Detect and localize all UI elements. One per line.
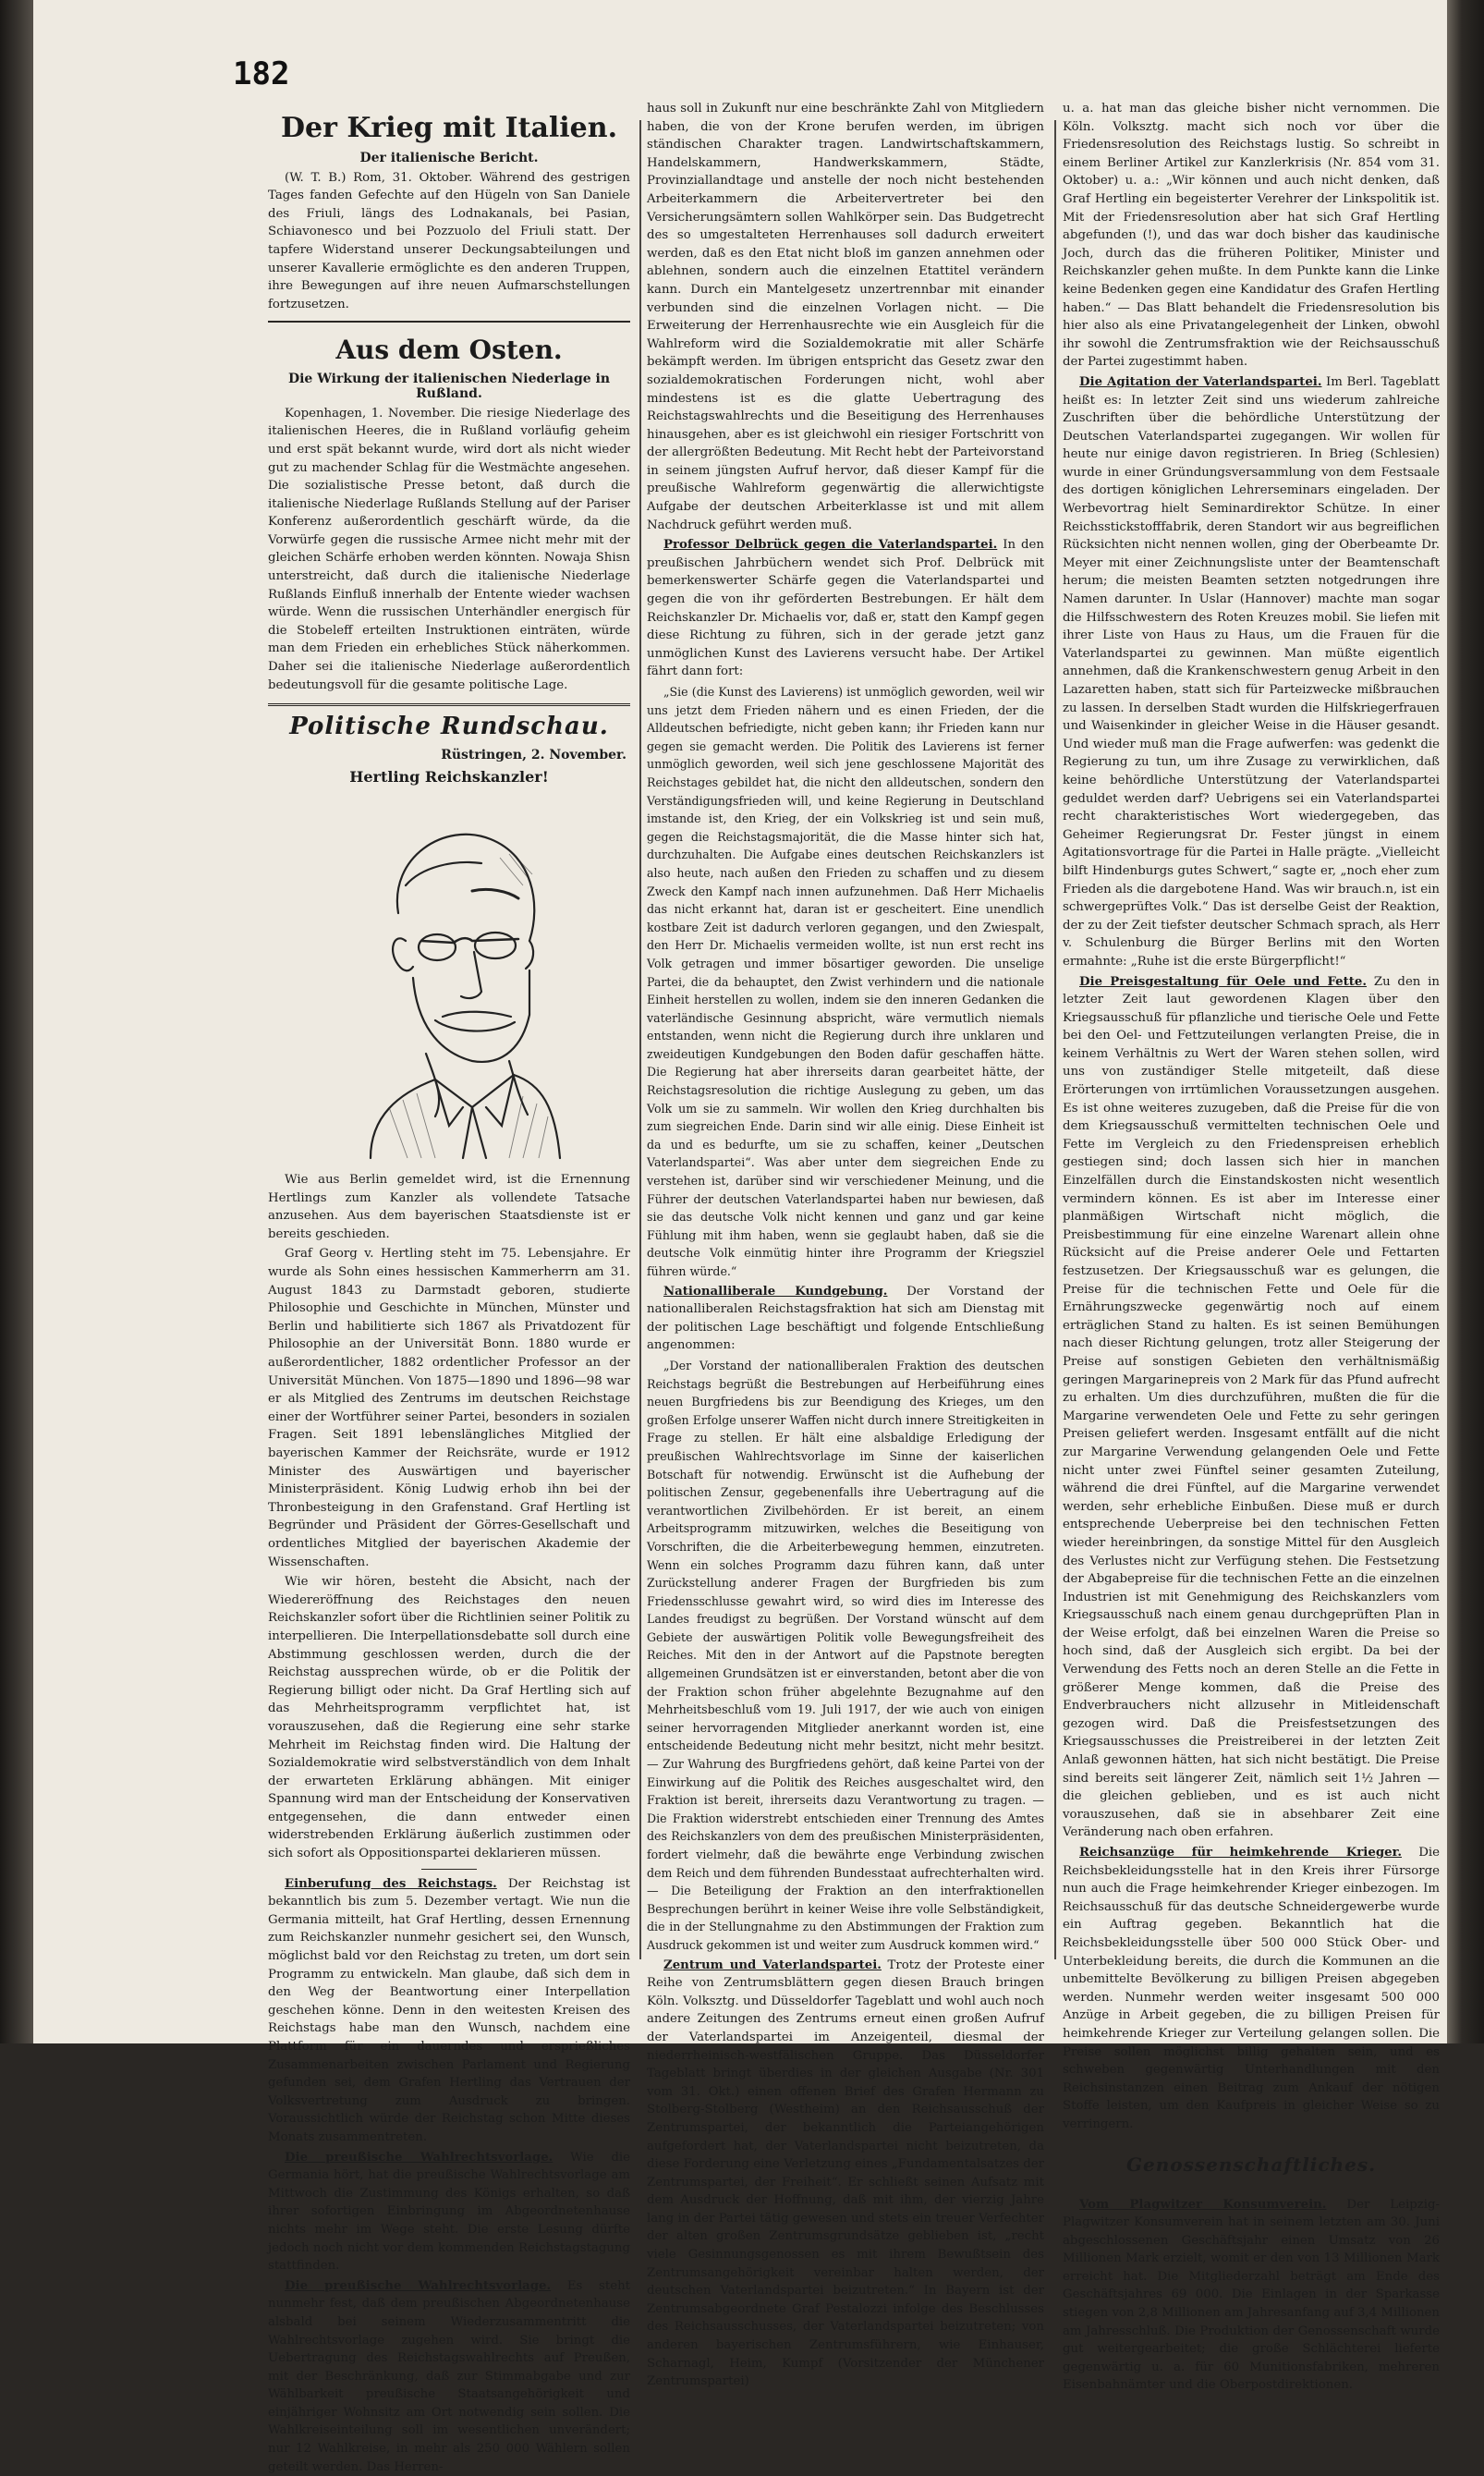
lead-zentrum: Zentrum und Vaterlandspartei. — [663, 1958, 882, 1972]
lead-plagwitz: Vom Plagwitzer Konsumverein. — [1079, 2197, 1327, 2212]
hertling-para-2: Graf Georg v. Hertling steht im 75. Lebensjahre. Er wurde als Sohn eines hessischen Kammerherrn am 31. August 1843 zu Darmstadt geboren, studierte Philosophie und Geschichte in München, Münster und Berlin und habilitierte sich 1867 als Privatdozent für Philosophie an der Universität Bonn. 1880 wurde er außerordentlicher, 1882 ordentlicher Professor an der Universität München. Von 1875—1890 und 1896—98 war er als Mitglied des Zentrums im deutschen Reichstage einer der Wortführer seiner Partei, besonders in sozialen Fragen. Seit 1891 lebenslängliches Mitglied der bayerischen Kammer der Reichsräte, wurde er 1912 Minister des Auswärtigen und bayerischer Ministerpräsident. König Ludwig erhob ihn bei der Thronbesteigung in den Grafenstand. Graf Hertling ist Begründer und Präsident der Görres-Gesellschaft und ordentliches Mitglied der bayerischen Akademie der Wissenschaften. — [268, 1247, 630, 1569]
delbrueck-quote: „Sie (die Kunst des Lavierens) ist unmöglich geworden, weil wir uns jetzt dem Frieden nähern und es einen Frieden, der die Alldeutschen befriedigte, nicht geben kann; ihr Frieden kann nur gegen sie gemacht werden. Die Politik des Lavierens ist ferner unmöglich geworden, weil sich jene geschlossene Majorität des Reichstages gebildet hat, die nicht den alldeutschen, sondern den Verständigungsfrieden will, und keine Regierung in Deutschland imstande ist, den Krieg, der ein Volkskrieg ist und sein muß, gegen die Reichstagsmajorität, die die Masse hinter sich hat, durchzuhalten. Die Aufgabe eines deutschen Reichskanzlers ist also heute, nach außen den Frieden zu schaffen und zu diesem Zweck den Kampf nach innen aufzunehmen. Daß Herr Michaelis das nicht erkannt hat, daran ist er gescheitert. Eine unendlich kostbare Zeit ist dadurch verloren gegangen, und den Zwiespalt, den Herr Dr. Michaelis vermeiden wollte, ist nun erst recht ins Volk getragen und immer bösartiger geworden. Die unselige Partei, die da behauptet, den Zwist verhindern und die nationale Einheit herstellen zu wollen, indem sie den inneren Gedanken die vaterländische Gesinnung abspricht, wäre vermutlich niemals entstanden, wenn nicht die Regierung durch ihre unklaren und zweideutigen Kundgebungen den Boden dafür geschaffen hätte. Die Regierung hat aber ihrerseits daran gearbeitet hätte, der Reichstagsresolution die richtige Auslegung zu geben, um das Volk um sie zu sammeln. Wir wollen den Krieg durchhalten bis zum siegreichen Ende. Darin sind wir alle einig. Diese Einheit ist da und es bedurfte, um sie zu schaffen, keiner „Deutschen Vaterlandspartei“. Was aber unter dem siegreichen Ende zu verstehen ist, darüber sind wir verschiedener Meinung, und die Führer der deutschen Vaterlandspartei haben nur bewiesen, daß sie das deutsche Volk nicht kennen und ganz und gar keine Fühlung mit ihm haben, wenn sie geglaubt haben, daß sie die deutsche Volk einmütig hinter ihre Programm der Kriegsziel führen würde.“ — [647, 685, 1044, 1278]
headline-krieg-italien: Der Krieg mit Italien. — [280, 112, 618, 144]
reichsanzuege-text: Die Reichsbekleidungsstelle hat in den Kreis ihrer Fürsorge nun auch die Frage heimkehrender Krieger einbezogen. Im Reichsausschuß für das deutsche Schneidergewerbe wurde ein Auftrag gegeben. Bekanntlich hat die Reichsbekleidungsstelle über 500 000 Stück Ober- und Unterbekleidung bereits, die durch die Kommunen an die unbemittelte Bevölkerung zu billigen Preisen abgegeben werden. Nunmehr werden weiter insgesamt 500 000 Anzüge in Arbeit gegeben, die zu billigen Preisen für heimkehrende Krieger zur Verteilung gelangen sollen. Die Preise sollen möglichst billig gehalten sein, und es schweben gegenwärtig Unterhandlungen mit den Reichsinstanzen einen Beitrag zum Ankauf der nötigen Stoffe leisten, um den Kaufpreis in gleicher Weise so zu verringern. — [1063, 1846, 1440, 2131]
east-report-text: Kopenhagen, 1. November. Die riesige Niederlage des italienischen Heeres, die in Rußland vorläufig geheim und erst spät bekannt wurde, wird dort als nicht wieder gut zu machender Schlag für die Westmächte angesehen. Die sozialistische Presse betont, daß durch die italienische Niederlage Rußlands Stellung auf der Pariser Konferenz außerordentlich geschärft würde, da die Vorwürfe gegen die russische Armee nicht mehr mit der gleichen Schärfe erhoben werden könnten. Nowaja Shisn unterstreicht, daß durch die italienische Niederlage Rußlands Einfluß innerhalb der Entente wieder wachsen würde. Wenn die russischen Unterhändler energisch für die Stobeleff erteilten Instruktionen einträten, würde man dem Frieden ein erhebliches Stück näherkommen. Daher sei die italienische Niederlage außerordentlich bedeutungsvoll für die gesamte politische Lage. — [268, 406, 630, 692]
headline-politische-rundschau: Politische Rundschau. — [289, 713, 609, 741]
zentrum-text: Trotz der Proteste einer Reihe von Zentrumsblättern gegen diesen Brauch bringen Köln. Volksztg. und Düsseldorfer Tageblatt und wohl auch noch andere Zeitungen des Zentrums erneut einen großen Aufruf der Vaterlandspartei im Anzeigenteil, diesmal der niederrheinisch-westfälischen Gruppe. Das Düsseldorfer Tageblatt bringt überdies in der gleichen Ausgabe (Nr. 301 vom 31. Okt.) einen offenen Brief des Grafen Hermann zu Stolberg-Stolberg (Westheim) an den Reichsausschuß der Zentrumspartei, der bekanntlich die Parteiangehörigen aufgefordert hat, der Vaterlandspartei nicht beizutreten, da diese Forderung eine Verletzung eines „Fundamentalsatzes der Zentrumspartei, der Freiheit“. Er schließt seinen Aufsatz mit dem Ausdruck der Hoffnung, daß mit ihm, der vierzig Jahre lang in der Partei tätig gewesen und stets ein treuer Verfechter der alten großen Zentrumsgrundsätze geblieben ist, „recht viele Gesinnungsgenossen es mit ihrem Bewußtsein des Zentrumsangehörigkeit vereinbar halten werden, der deutschen Vaterlandspartei beizutreten.“ In Bayern ist der Zentrumsabgeordnete Graf Pestalozzi infolge des Beschlusses des Reichsausschusses, der Vaterlandspartei beizutreten; von anderen bayerischen Zentrumsführern, wie Einhauser, Scharnagl, Heim, Kumpf (Vorsitzender der Münchener Zentrumspartei) — [647, 1958, 1045, 2389]
page-edge — [1447, 0, 1484, 2043]
preisgestaltung-text: Zu den in letzter Zeit laut gewordenen Klagen über den Kriegsausschuß für pflanzliche und tierische Oele und Fette bei den Oel- und Fettzuteilungen verlangten Preise, die in keinem Verhältnis zu Wert der Waren stehen sollen, wird uns von zuständiger Stelle mitgeteilt, daß diese Erörterungen von irrtümlichen Voraussetzungen ausgehen. Es ist ohne weiteres zuzugeben, daß die Preise für die von dem Kriegsausschuß vermittelten technischen Oele und Fette im Vergleich zu den Friedenspreisen erheblich gestiegen sind; doch lassen sich hier in manchen Einzelfällen durch die Einstandskosten nicht wesentlich vermindern können. Es ist aber im Interesse einer planmäßigen Wirtschaft nicht möglich, die Preisbestimmung für eine einzelne Warenart allein ohne Rücksicht auf die Preise anderer Oele und Fettarten festzusetzen. Der Kriegsausschuß war es gelungen, die Preise für die technischen Fette und Oele für die Ernährungszwecke gegenwärtig noch auf einem erträglichen Stand zu halten. Es ist seinen Bemühungen nach dieser Richtung gelungen, trotz aller Steigerung der Preise auf sonstigen Gebieten den verhältnismäßig geringen Margarinepreis von 2 Mark für das Pfund aufrecht zu erhalten. Um dies durchzuführen, mußten die für die Margarine verwendeten Oele und Fette zu sehr geringen Preisen geliefert werden. Insgesamt entfällt auf die nicht zur Margarine Verwendung gelangenden Oele und Fette nicht unter zwei Fünftel seiner gesamten Zuteilung, während die drei Fünftel, auf die Margarine verwendet werden, sehr erhebliche Einbußen. Diese muß er durch entsprechende Ueberpreise bei den technischen Fetten wieder hereinbringen, da sonstige Mittel für den Ausgleich des Verlustes nicht zur Verfügung stehen. Die Festsetzung der Abgabepreise für die technischen Fette an die einzelnen Industrien ist mit Genehmigung des Reichskanzlers vom Kriegsausschuß nach einem genau durchgeprüften Plan in der Weise erfolgt, daß bei einzelnen Waren die Preise so hoch sind, daß der Ausgleich sich ergibt. Da bei der Verwendung des Fetts noch an deren Stelle an die Fette in größerer Menge kommen, daß die Preise des Endverbrauchers nicht allzusehr in Mitleidenschaft gezogen wird. Daß die Preisfestsetzungen des Kriegsausschusses die Preistreiberei in der letzten Zeit Anlaß gewonnen hätten, hat sich nicht bestätigt. Die Preise sind bereits seit längerer Zeit, nämlich seit 1½ Jahren — die gleichen geblieben, und es ist auch nicht vorauszusehen, daß sie in absehbarer Zeit eine Veränderung nach oben erfahren. — [1063, 974, 1440, 1840]
subhead-russia-effect: Die Wirkung der italienischen Niederlage in Rußland. — [287, 371, 611, 401]
dateline: Rüstringen, 2. November. — [441, 748, 626, 763]
hertling-para-1: Wie aus Berlin gemeldet wird, ist die Ernennung Hertlings zum Kanzler als vollendete Tatsache anzusehen. Aus dem bayerischen Staatsdienste ist er bereits geschieden. — [268, 1173, 630, 1241]
wahlrecht-1-text: Wie die Germania hört, hat die preußische Wahlrechtsvorlage am Mittwoch die Zustimmung des Königs erhalten, so daß ihrer sofortigen Einbringung im Abgeordnetenhause nichts mehr im Wege steht. Die erste Lesung dürfte jedoch noch nicht vor dem kommenden Reichstagstagung stattfinden. — [268, 2150, 630, 2274]
lead-agitation: Die Agitation der Vaterlandspartei. — [1079, 374, 1322, 389]
lead-reichsanzuege: Reichsanzüge für heimkehrende Krieger. — [1079, 1846, 1402, 1860]
italian-report-text: (W. T. B.) Rom, 31. Oktober. Während des gestrigen Tages fanden Gefechte auf den Hügeln von San Daniele des Friuli, längs des Lodnakanals, bei Pasian, Schiavonesco und bei Pozzuolo del Friuli statt. Der tapfere Widerstand unserer Deckungsabteilungen und unserer Kavallerie ermöglichte es den anderen Truppen, ihre Bewegungen auf ihre neuen Aufmarschstellungen fortzusetzen. — [268, 170, 630, 311]
headline-genossenschaftliches: Genossenschaftliches. — [1125, 2153, 1377, 2176]
lead-wahlrecht-1: Die preußische Wahlrechtsvorlage. — [285, 2150, 553, 2165]
lead-einberufung: Einberufung des Reichstags. — [285, 1876, 497, 1891]
headline-aus-dem-osten: Aus dem Osten. — [335, 335, 563, 366]
lead-wahlrecht-2: Die preußische Wahlrechtsvorlage. — [285, 2278, 552, 2293]
hertling-portrait — [334, 802, 565, 1158]
lead-nationalliberal: Nationalliberale Kundgebung. — [663, 1284, 888, 1299]
divider — [268, 321, 630, 323]
koeln-volksztg-text: u. a. hat man das gleiche bisher nicht vernommen. Die Köln. Volksztg. macht sich noch vor über die Friedensresolution des Reichstags lustig. So schreibt in einem Berliner Artikel zur Kanzlerkrisis (Nr. 854 vom 31. Oktober) u. a.: „Wir können und auch nicht denken, daß Graf Hertling ein begeisterter Verehrer der Linkspolitik ist. Mit der Friedensresolution aber hat sich Graf Hertling abgefunden (!), und das war doch bisher das kaudinische Joch, durch das die früheren Politiker, Minister und Reichskanzler gehen mußte. In dem Punkte kann die Linke keine Bedenken gegen eine Kandidatur des Grafen Hertling haben.“ — Das Blatt behandelt die Friedensresolution bis hier also als eine Privatangelegenheit der Linken, obwohl ihr sowohl die Zentrumsfraktion wie der Reichsausschuß der Partei zugestimmt haben. — [1063, 102, 1440, 370]
lead-delbrueck: Professor Delbrück gegen die Vaterlandspartei. — [663, 538, 998, 553]
headline-hertling: Hertling Reichskanzler! — [349, 767, 549, 786]
end-rule — [421, 1869, 477, 1870]
plagwitz-text: Der Leipzig-Plagwitzer Konsumverein hat in seinem letzten am 30. Juni abgeschlossenen Geschäftsjahr einen Umsatz von 26 Millionen Mark erzielt, womit er den von 13 Millionen Mark erreicht hat. Die Mitgliederzahl beträgt am Ende des Geschäftsjahres 69 000. Die Einlagen in der Sparkasse stiegen von 2,8 Millionen am Jahresanfang auf 3,4 Millionen am Jahresschluß. Die Produktion der Genossenschaft wurde gut weitergearbeitet; die große Schlächterei lieferte gegenwärtig u. a. für 60 Munitionsfabriken, mehreren Eisenbahnämter und die Oberpostdirektionen. — [1063, 2197, 1441, 2393]
genossenschaft-box — [1063, 2145, 1440, 2189]
wahlrecht-2-text: Es steht nunmehr fest, daß dem preußischen Abgeordnetenhause alsbald bei seinem Wiederzusammentritt die Wahlrechtsvorlage zugehen wird. Sie bringt die Uebertragung des Reichstagswahlrechts auf Preußen, mit der Beschränkung, daß zur Stimmabgabe und zur Wählbarkeit preußische Staatsangehörigkeit und einjähriger Wohnsitz am Ort notwendig sein sollen. Die Wahlkreiseinteilung soll im wesentlichen unverändert; nur 12 Wahlkreise, in mehr als 250 000 Wählern sollen geteilt werden. Das Herren- — [268, 2278, 631, 2474]
subhead-italian-report: Der italienische Bericht. — [359, 150, 539, 165]
hertling-para-3: Wie wir hören, besteht die Absicht, nach der Wiedereröffnung des Reichstages den neuen Reichskanzler sofort über die Richtlinien seiner Politik zu interpellieren. Die Interpellationsdebatte soll durch eine Abstimmung geschlossen werden, durch die der Reichstag aussprechen würde, ob er die Politik der Regierung billigt oder nicht. Da Graf Hertling sich auf das Mehrheitsprogramm verpflichtet hat, ist vorauszusehen, daß die Regierung eine sehr starke Mehrheit im Reichstag finden wird. Die Haltung der Sozialdemokratie wird selbstverständlich von dem Inhalt der erwarteten Erklärung abhängen. Mit einiger Spannung wird man der Entscheidung der Konservativen entgegensehen, die dann entweder einen widerstrebenden Erklärung äußerlich zustimmen oder sich sofort als Oppositionspartei deklarieren müssen. — [268, 1575, 630, 1861]
einberufung-text: Der Reichstag ist bekanntlich bis zum 5. Dezember vertagt. Wie nun die Germania mitteilt, hat Graf Hertling, dessen Ernennung zum Reichskanzler nunmehr gesichert sei, den Wunsch, möglichst bald vor den Reichstag zu treten, um dort sein Programm zu entwickeln. Man glaube, daß sich dem in den Weg der Beantwortung einer Interpellation geschehen könne. Denn in den weitesten Kreisen des Reichstags habe man den Wunsch, nachdem eine Plattform für ein dauerndes und ersprießliches Zusammenarbeiten zwischen Parlament und Regierung gefunden sei, dem Grafen Hertling das Vertrauen der Volksvertretung zum Ausdruck zu bringen. Voraussichtlich würde der Reichstag schon Mitte dieses Monats zusammentreten. — [268, 1876, 631, 2144]
column-rule-2 — [1054, 120, 1056, 1959]
page-number: 182 — [233, 55, 290, 92]
column-rule-1 — [639, 120, 641, 1959]
delbrueck-text: In den preußischen Jahrbüchern wendet sich Prof. Delbrück mit bemerkenswerter Schärfe gegen die Vaterlandspartei und gegen die von ihr geförderten Bestrebungen. Er hält dem Reichskanzler Dr. Michaelis vor, daß er, statt den Kampf gegen diese Richtung zu führen, sich in der gerade jetzt ganz unmöglichen Kunst des Lavierens versucht habe. Der Artikel fährt dann fort: — [647, 538, 1044, 679]
divider-double — [268, 703, 630, 706]
lead-preisgestaltung: Die Preisgestaltung für Oele und Fette. — [1079, 974, 1368, 989]
agitation-text: Im Berl. Tageblatt heißt es: In letzter Zeit sind uns wiederum zahlreiche Zuschriften über die behördliche Unterstützung der Deutschen Vaterlandspartei zugegangen. Wir wollen für heute nur einige davon registrieren. In Brieg (Schlesien) wurde in einer Gründungsversammlung von dem Festsaale des dortigen königlichen Lehrerseminars eingeladen. Der Werbevortrag hielt Seminardirektor Schütze. In einer Reichsstickstofffabrik, deren Standort wir aus begreiflichen Rücksichten nicht nennen wollen, ging der Oberbeamte Dr. Meyer mit einer Zeichnungsliste unter der Beamtenschaft herum; die meisten Beamten setzten notgedrungen ihre Namen darunter. In Uslar (Hannover) machte man sogar die Hilfsschwestern des Roten Kreuzes mobil. Sie liefen mit ihrer Liste von Haus zu Haus, um die Frauen für die Vaterlandspartei zu gewinnen. Man müßte eigentlich annehmen, daß die Krankenschwestern genug Arbeit in den Lazaretten haben, statt sich für Parteizwecke mißbrauchen zu lassen. In derselben Stadt wurden die Hilfskriegerfrauen und Waisenkinder in gleicher Weise in die Häuser gesandt. Und wieder muß man die Frage aufwerfen: was gedenkt die Regierung zu tun, um ihre Zusage zu verwirklichen, daß keine behördliche Unterstützung der Vaterlandspartei geduldet werden darf? Uebrigens sei ein Vaterlandspartei recht charakteristisches Wort wiedergegeben, das Geheimer Regierungsrat Dr. Fester jüngst in einem Agitationsvortrage für die Partei in Halle prägte. „Vielleicht bilft Hindenburgs gutes Schwert,“ sagte er, „noch eher zum Frieden als die dargebotene Hand. Was wir brauch.n, ist ein schwergeprüftes Volk.“ Das ist derselbe Geist der Reaktion, der zu der Zeit tiefster deutscher Schmach sprach, als Herr v. Schulenburg die Bürger Berlins mit den Worten ermahnte: „Ruhe ist die erste Bürgerpflicht!“ — [1063, 374, 1440, 969]
column-1 — [268, 100, 631, 2474]
herrenhaus-text: haus soll in Zukunft nur eine beschränkte Zahl von Mitgliedern haben, die von der Krone berufen werden, im übrigen ständischen Charakter tragen. Landwirtschaftskammern, Handelskammern, Handwerkskammern, Städte, Provinziallandtage und anstelle der noch nicht bestehenden Arbeiterkammern die Arbeitervertreter bei den Versicherungsämtern sollen Wahlkörper sein. Das Budgetrecht des so umgestalteten Herrenhauses soll dadurch erweitert werden, daß es den Etat nicht bloß im ganzen annehmen oder ablehnen, sondern auch die einzelnen Etattitel verändern kann. Durch ein Mantelgesetz unzertrennbar mit einander verbunden sind die einzelnen Vorlagen nicht. — Die Erweiterung der Herrenhausrechte wie ein Ausgleich für die Wahlreform wird die Sozialdemokratie mit aller Schärfe bekämpft werden. Im übrigen entspricht das Gesetz zwar den sozialdemokratischen Forderungen nicht, wohl aber mindestens ist es die glatte Uebertragung des Reichstagswahlrechts und die Beseitigung des Herrenhauses hinausgehen, aber es ist gleichwohl ein riesiger Fortschritt von der allergrößten Bedeutung. Mit Recht hebt der Parteivorstand in seinem jüngsten Aufruf hervor, daß dieser Kampf für die preußische Wahlreform gegenwärtig die allerwichtigste Aufgabe der deutschen Arbeiterklasse ist und mit allem Nachdruck geführt werden muß. — [647, 102, 1044, 532]
nationalliberal-text: Der Vorstand der nationalliberalen Reichstagsfraktion hat sich am Dienstag mit der politischen Lage beschäftigt und folgende Entschließung angenommen: — [647, 1284, 1044, 1353]
column-2 — [647, 100, 1045, 2389]
column-3 — [1063, 100, 1441, 2393]
book-binding — [0, 0, 33, 2043]
nationalliberal-quote: „Der Vorstand der nationalliberalen Fraktion des deutschen Reichstags begrüßt die Bestrebungen auf Herbeiführung eines neuen Burgfriedens bis zur Beendigung des Krieges, um den großen Erfolge unserer Waffen nicht durch innere Streitigkeiten in Frage zu stellen. Er hält eine alsbaldige Erledigung der preußischen Wahlrechtsvorlage im Sinne der kaiserlichen Botschaft für notwendig. Erwünscht ist die Aufhebung der politischen Zensur, gegebenenfalls ihre Uebertragung auf die verantwortlichen Zivilbehörden. Er ist bereit, an einem Arbeitsprogramm mitzuwirken, welches die Beseitigung von Vorschriften, die die Arbeiterbewegung hemmen, einzutreten. Wenn ein solches Programm dazu führen kann, daß unter Zurückstellung anderer Fragen der Burgfrieden bis zum Friedensschlusse gewahrt wird, so wird dies im Interesse des Landes freudigst zu begrüßen. Der Vorstand wünscht auf dem Gebiete der auswärtigen Politik volle Bewegungsfreiheit des Reiches. Mit den in der Antwort auf die Papstnote beregten allgemeinen Grundsätzen ist er einverstanden, betont aber die von der Fraktion schon früher abgelehnte Bezugnahme auf den Mehrheitsbeschluß vom 19. Juli 1917, der wie auch von einigen seiner hervorragenden Mitglieder anerkannt worden ist, eine entscheidende Bedeutung nicht mehr besitzt, nicht mehr besitzt. — Zur Wahrung des Burgfriedens gehört, daß keine Partei von der Einwirkung auf die Politik des Reiches ausgeschaltet wird, den Fraktion ist bereit, ihrerseits dazu Verantwortung zu tragen. — Die Fraktion widerstrebt entschieden einer Trennung des Amtes des Reichskanzlers von dem des preußischen Ministerpräsidenten, fordert vielmehr, daß die bewährte enge Verbindung zwischen dem Reich und dem führenden Bundesstaat aufrechterhalten wird. — Die Beteiligung der Fraktion an den interfraktionellen Besprechungen berührt in keiner Weise ihre volle Selbständigkeit, die in der Stellungnahme zu den Abstimmungen der Fraktion zum Ausdruck gekommen ist und weiter zum Ausdruck kommen wird.“ — [647, 1358, 1044, 1952]
